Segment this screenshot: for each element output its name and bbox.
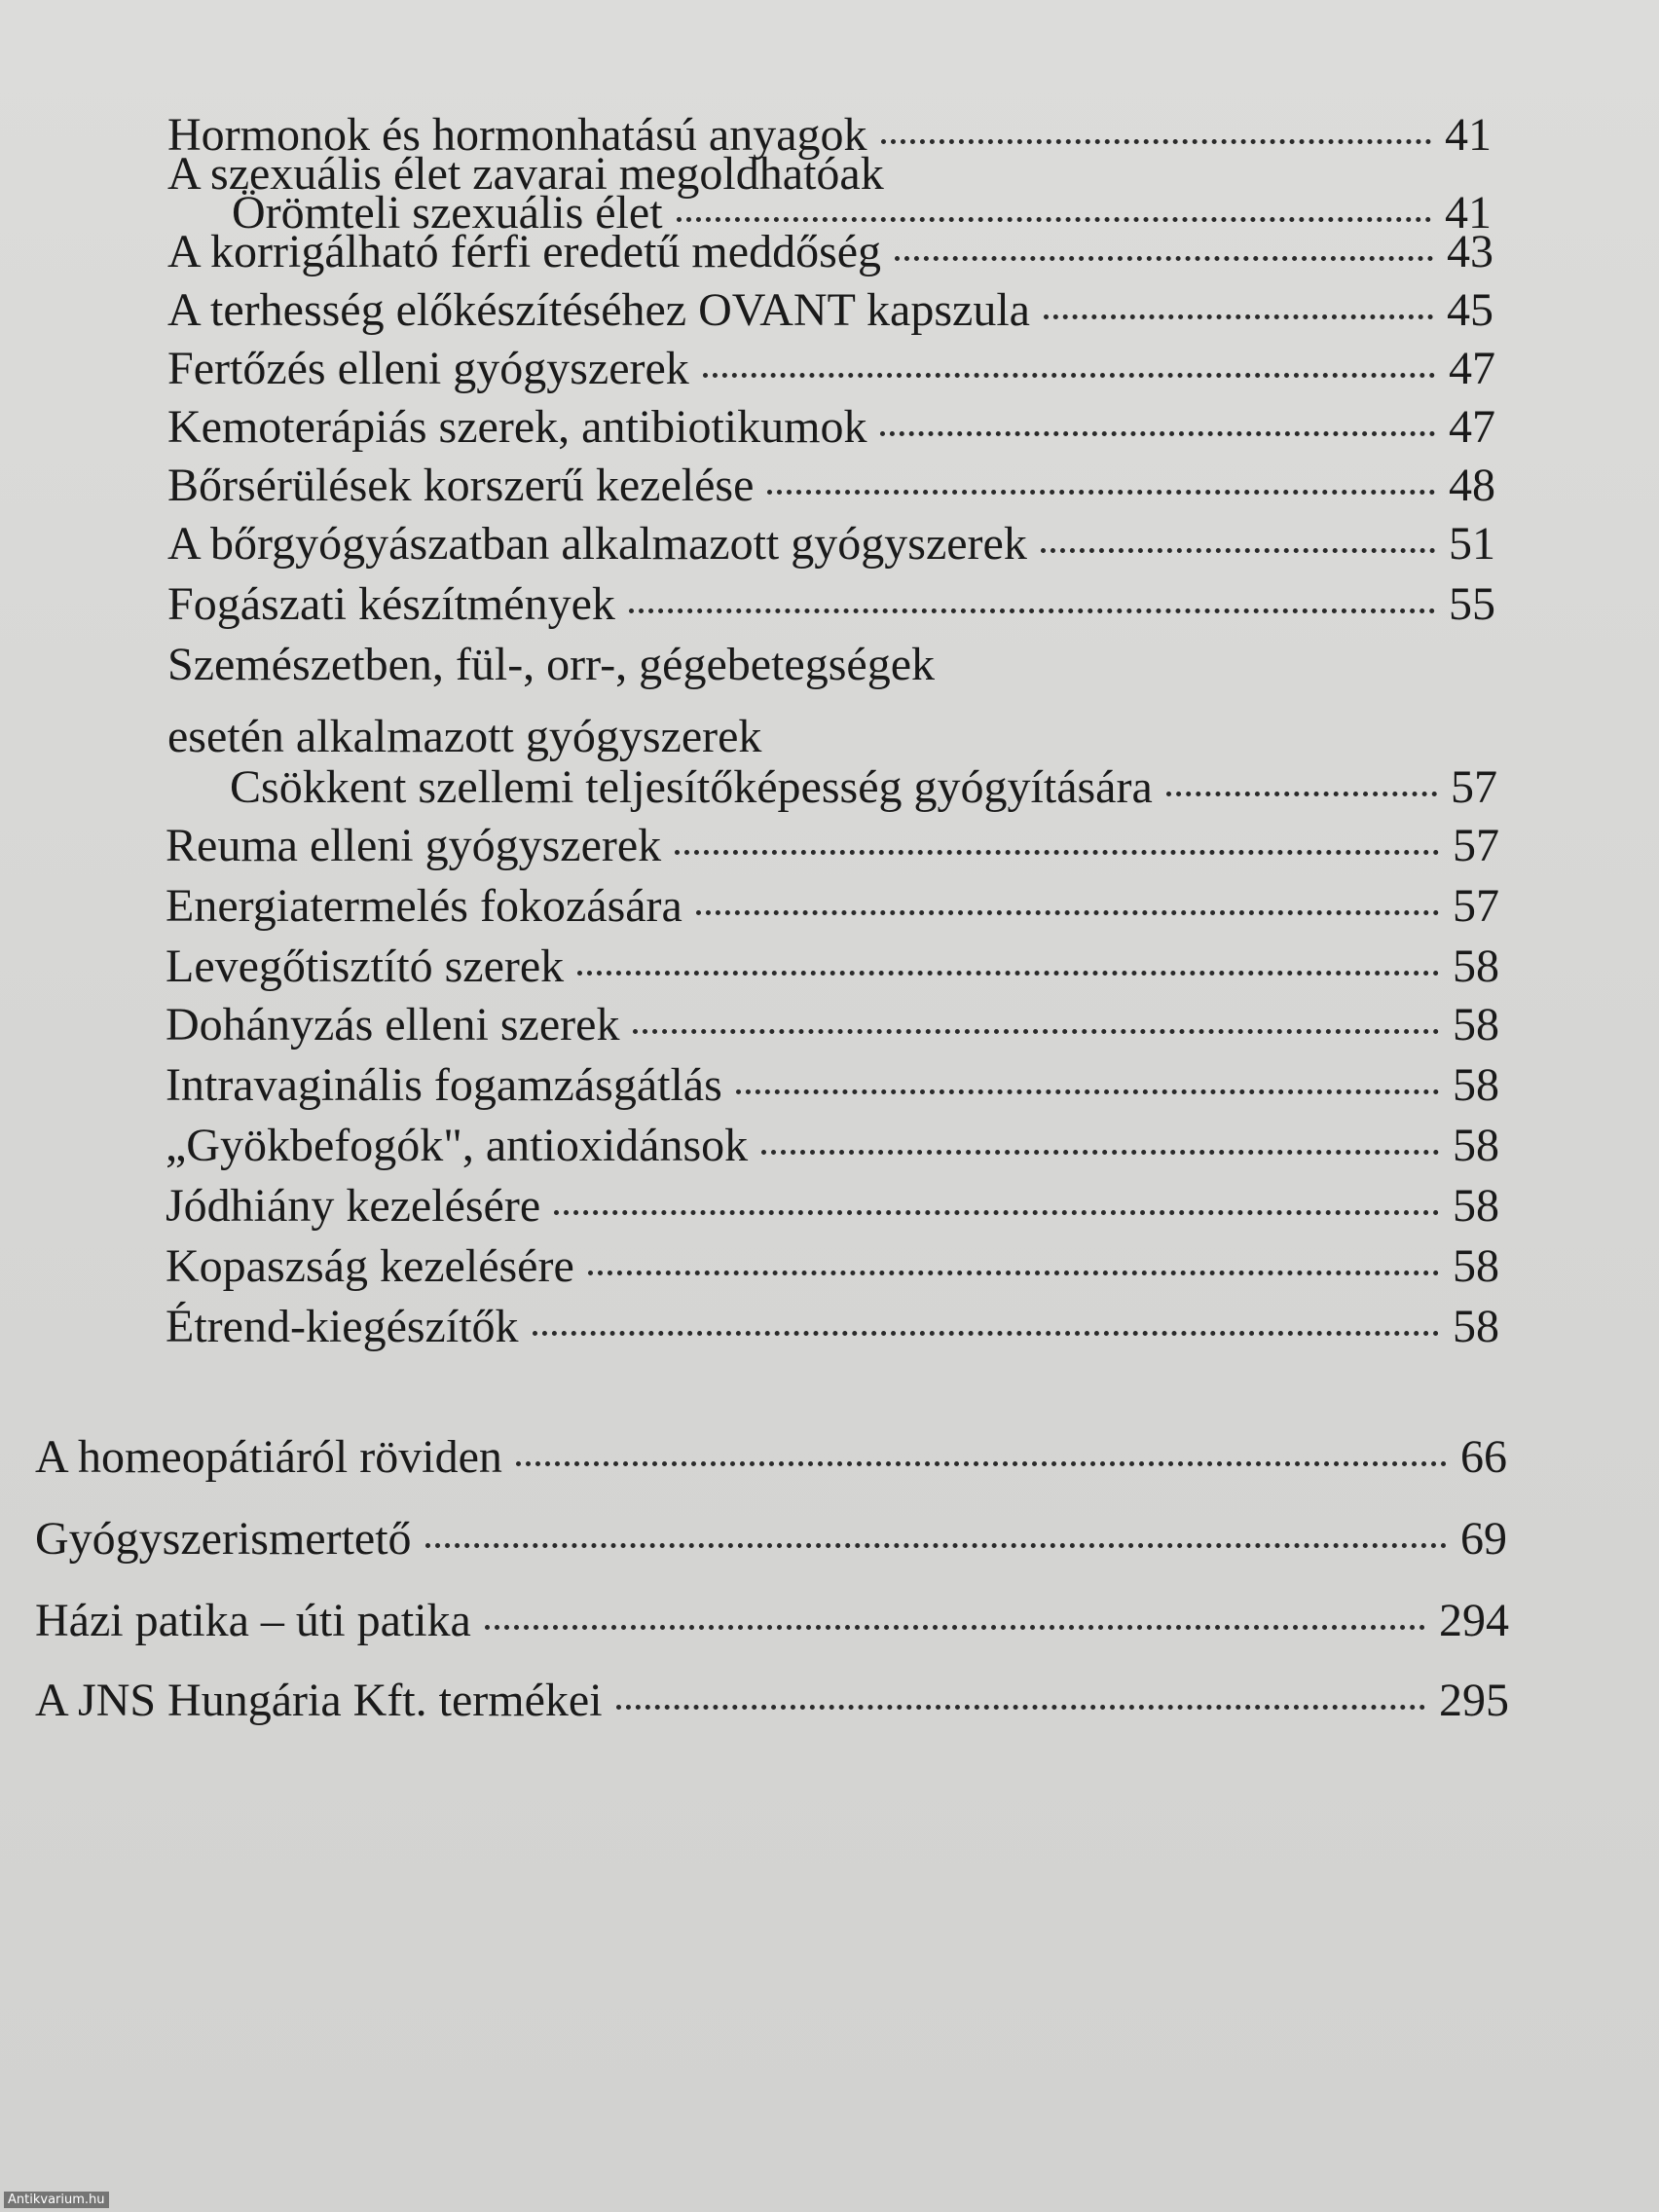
toc-main-entry xyxy=(35,1593,1509,1649)
toc-main-entry xyxy=(35,1673,1509,1729)
toc-entry xyxy=(167,458,1495,514)
dot-leader xyxy=(1166,792,1437,796)
toc-entry-title: Gyógyszerismertető xyxy=(35,1513,412,1565)
toc-entry-page: 55 xyxy=(1449,578,1495,630)
toc-entry xyxy=(167,516,1495,572)
toc-entry xyxy=(167,399,1495,456)
dot-leader xyxy=(767,490,1435,495)
toc-entry-title: A szexuális élet zavarai megoldhatóak xyxy=(167,148,884,200)
toc-entry-title: A terhesség előkészítéséhez OVANT kapszula xyxy=(167,284,1030,336)
toc-entry-title: A JNS Hungária Kft. termékei xyxy=(35,1675,603,1726)
toc-entry-title: A bőrgyógyászatban alkalmazott gyógyszerek xyxy=(167,518,1027,570)
dot-leader xyxy=(761,1150,1439,1155)
toc-entry xyxy=(167,224,1493,280)
dot-leader xyxy=(1041,548,1435,553)
toc-entry-page: 58 xyxy=(1453,999,1499,1051)
toc-entry-page: 58 xyxy=(1453,1180,1499,1232)
toc-entry-page: 58 xyxy=(1453,1301,1499,1352)
dot-leader xyxy=(533,1331,1439,1336)
toc-entry xyxy=(166,997,1499,1053)
dot-leader xyxy=(616,1705,1425,1710)
toc-entry-title: Dohányzás elleni szerek xyxy=(166,999,620,1051)
toc-entry-page: 58 xyxy=(1453,1120,1499,1171)
watermark: Antikvarium.hu xyxy=(4,2192,109,2208)
dot-leader xyxy=(1044,314,1433,319)
toc-entry xyxy=(167,282,1493,339)
toc-entry-title: Örömteli szexuális élet xyxy=(232,187,663,239)
toc-entry xyxy=(166,878,1499,935)
toc-entry-page: 41 xyxy=(1445,109,1492,161)
toc-entry xyxy=(167,637,1495,693)
toc-entry-page: 295 xyxy=(1439,1675,1509,1726)
toc-entry-title: Kopaszság kezelésére xyxy=(166,1240,574,1292)
dot-leader xyxy=(880,431,1435,436)
dot-leader xyxy=(895,256,1433,261)
toc-entry-page: 66 xyxy=(1460,1431,1507,1483)
dot-leader xyxy=(629,608,1435,613)
dot-leader xyxy=(577,971,1439,976)
dot-leader xyxy=(696,910,1439,915)
toc-entry-title: Hormonok és hormonhatású anyagok xyxy=(167,109,867,161)
toc-entry-page: 58 xyxy=(1453,1240,1499,1292)
dot-leader xyxy=(703,373,1435,378)
toc-entry-title: Fertőzés elleni gyógyszerek xyxy=(167,343,689,394)
toc-entry-page: 43 xyxy=(1447,226,1493,277)
toc-entry-page: 57 xyxy=(1451,761,1497,813)
toc-entry xyxy=(230,759,1497,816)
toc-entry-page: 57 xyxy=(1453,880,1499,932)
toc-entry-title: Étrend-kiegészítők xyxy=(166,1301,519,1352)
toc-entry-title: Házi patika – úti patika xyxy=(35,1595,471,1646)
dot-leader xyxy=(881,139,1431,144)
dot-leader xyxy=(675,850,1439,855)
toc-entry-title: Reuma elleni gyógyszerek xyxy=(166,820,662,871)
toc-entry-title: Jódhiány kezelésére xyxy=(166,1180,541,1232)
dot-leader xyxy=(633,1029,1439,1034)
toc-entry xyxy=(166,1178,1499,1235)
toc-entry-page: 294 xyxy=(1439,1595,1509,1646)
toc-main-entry xyxy=(35,1511,1507,1567)
toc-entry-page: 58 xyxy=(1453,1059,1499,1111)
toc-entry-page: 47 xyxy=(1449,343,1495,394)
toc-entry-title: Levegőtisztító szerek xyxy=(166,940,565,992)
toc-entry xyxy=(166,1299,1499,1355)
toc-entry-page: 58 xyxy=(1453,940,1499,992)
dot-leader xyxy=(677,217,1431,222)
toc-entry-title: Energiatermelés fokozására xyxy=(166,880,682,932)
toc-entry xyxy=(166,1118,1499,1174)
toc-entry-title: Csökkent szellemi teljesítőképesség gyógyítására xyxy=(230,761,1153,813)
toc-entry-title: „Gyökbefogók", antioxidánsok xyxy=(166,1120,749,1171)
dot-leader xyxy=(588,1271,1439,1275)
toc-entry-title: Fogászati készítmények xyxy=(167,578,615,630)
dot-leader xyxy=(485,1625,1425,1630)
toc-entry xyxy=(166,939,1499,995)
dot-leader xyxy=(554,1210,1439,1215)
toc-entry xyxy=(166,1057,1499,1114)
toc-entry xyxy=(167,341,1495,397)
toc-entry-page: 45 xyxy=(1447,284,1493,336)
dot-leader xyxy=(736,1089,1439,1094)
toc-entry-page: 48 xyxy=(1449,460,1495,511)
toc-main-entry xyxy=(35,1429,1507,1486)
toc-entry-title: A homeopátiáról röviden xyxy=(35,1431,502,1483)
toc-entry xyxy=(166,1238,1499,1295)
toc-entry-title: esetén alkalmazott gyógyszerek xyxy=(167,711,762,762)
toc-entry-page: 69 xyxy=(1460,1513,1507,1565)
toc-entry-page: 51 xyxy=(1449,518,1495,570)
toc-entry-title: Kemoterápiás szerek, antibiotikumok xyxy=(167,401,867,453)
toc-entry-title: Intravaginális fogamzásgátlás xyxy=(166,1059,722,1111)
toc-entry-title: Bőrsérülések korszerű kezelése xyxy=(167,460,755,511)
toc-entry xyxy=(167,576,1495,633)
toc-entry-title: A korrigálható férfi eredetű meddőség xyxy=(167,226,882,277)
toc-entry-page: 57 xyxy=(1453,820,1499,871)
toc-entry-page: 47 xyxy=(1449,401,1495,453)
toc-entry xyxy=(166,818,1499,874)
dot-leader xyxy=(425,1543,1447,1548)
toc-entry-page: 41 xyxy=(1445,187,1492,239)
toc-entry-title: Szemészetben, fül-, orr-, gégebetegségek xyxy=(167,639,936,690)
dot-leader xyxy=(516,1461,1447,1466)
